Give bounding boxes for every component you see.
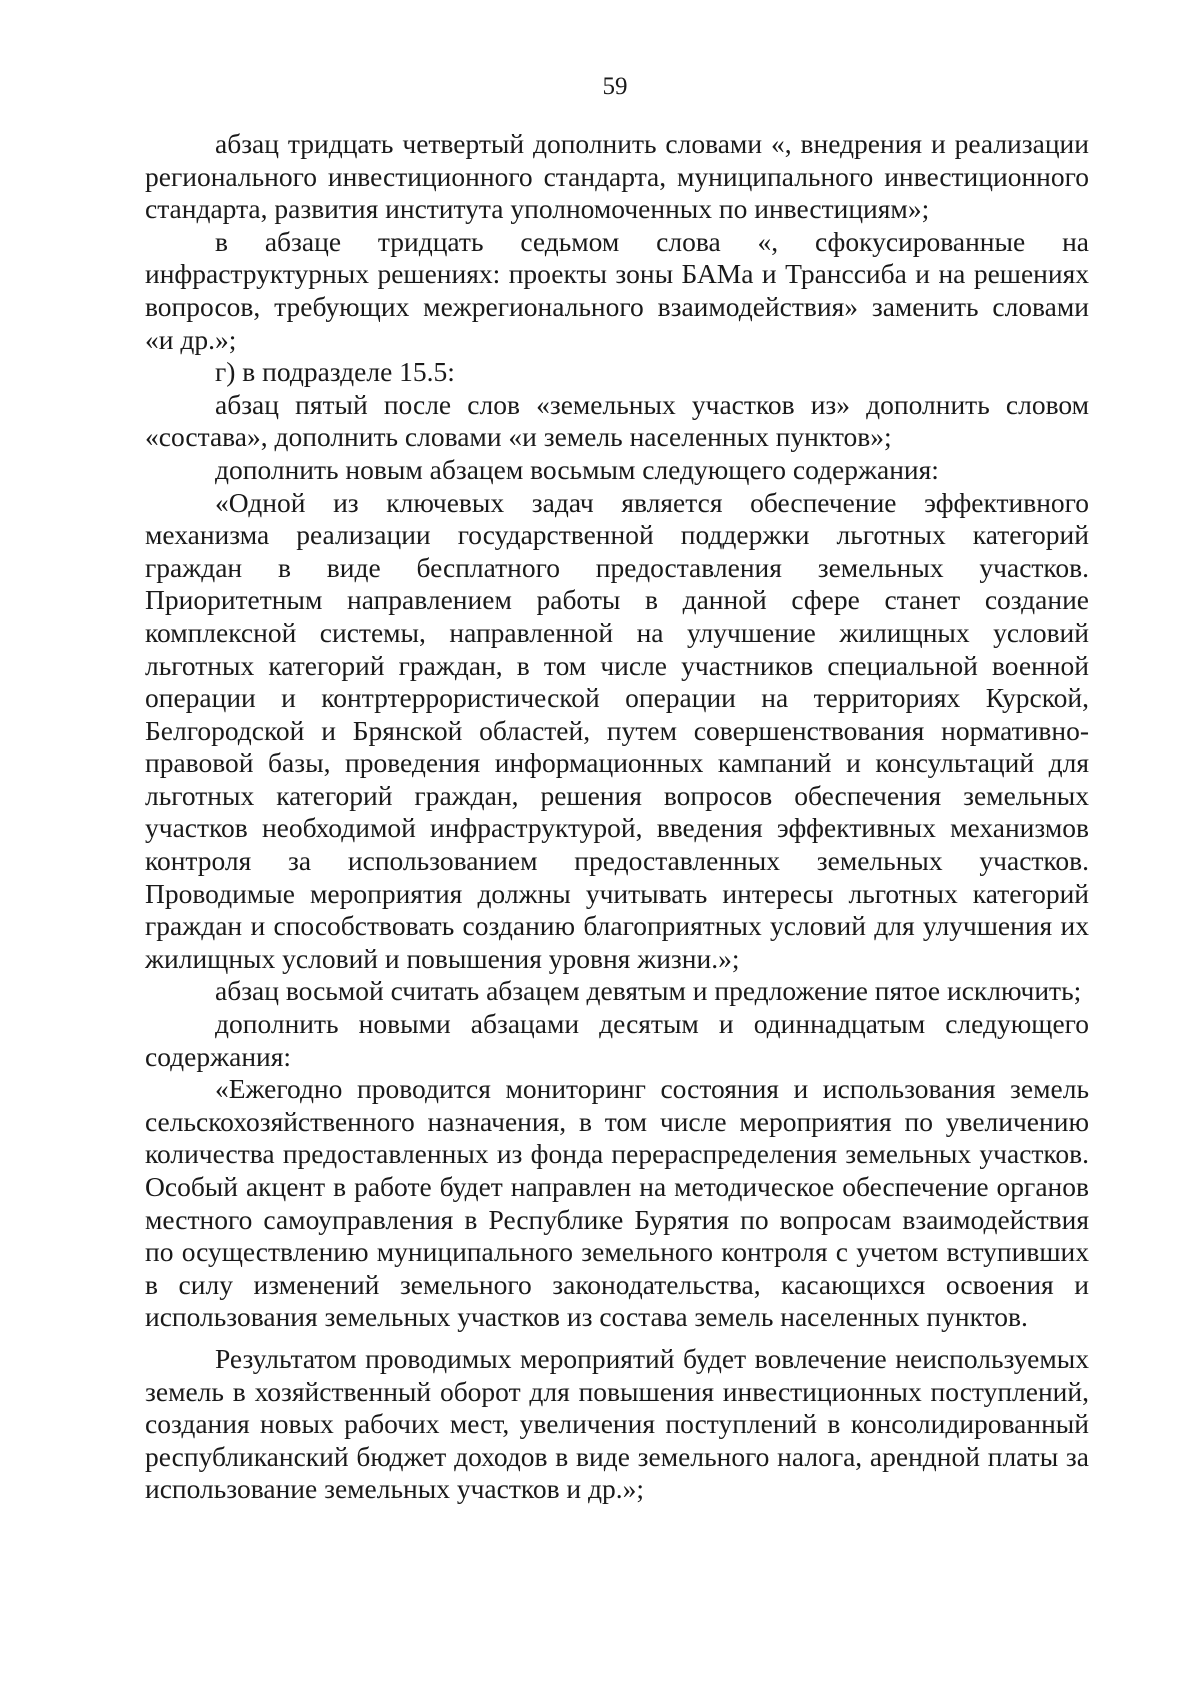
document-body xyxy=(145,128,1089,1506)
paragraph: абзац восьмой считать абзацем девятым и предложение пятое исключить; xyxy=(215,975,1082,1007)
paragraph: дополнить новыми абзацами десятым и одиннадцатым следующего содержания: xyxy=(145,1008,1089,1072)
paragraph: Результатом проводимых мероприятий будет вовлечение неиспользуемых земель в хозяйственный оборот для повышения инвестиционных поступлений, создания новых рабочих мест, увеличения поступлений в консолидированный республиканский бюджет доходов в виде земельного налога, арендной платы за использование земельных участков и др.»; xyxy=(145,1342,1089,1505)
paragraph: абзац пятый после слов «земельных участков из» дополнить словом «состава», дополнить словами «и земель населенных пунктов»; xyxy=(145,388,1089,453)
paragraph: «Одной из ключевых задач является обеспечение эффективного механизма реализации государственной поддержки льготных категорий граждан в виде бесплатного предоставления земельных участков. Приоритетным направлением работы в данной сфере станет создание комплексной системы, направленной на улучшение жилищных условий льготных категорий граждан, в том числе участников специальной военной операции и контртеррористической операции на территориях Курской, Белгородской и Брянской областей, путем совершенствования нормативно-правовой базы, проведения информационных кампаний и консультаций для льготных категорий граждан, решения вопросов обеспечения земельных участков необходимой инфраструктурой, введения эффективных механизмов контроля за использованием предоставленных земельных участков. Проводимые мероприятия должны учитывать интересы льготных категорий граждан и способствовать созданию благоприятных условий для улучшения их жилищных условий и повышения уровня жизни.»; xyxy=(145,486,1089,974)
page-number: 59 xyxy=(602,73,628,100)
paragraph: абзац тридцать четвертый дополнить словами «, внедрения и реализации регионального инвестиционного стандарта, муниципального инвестиционного стандарта, развития института уполномоченных по инвестициям»; xyxy=(145,128,1089,225)
paragraph: «Ежегодно проводится мониторинг состояния и использования земель сельскохозяйственного назначения, в том числе мероприятия по увеличению количества предоставленных из фонда перераспределения земельных участков. Особый акцент в работе будет направлен на методическое обеспечение органов местного самоуправления в Республике Бурятия по вопросам взаимодействия по осуществлению муниципального земельного контроля с учетом вступивших в силу изменений земельного законодательства, касающихся освоения и использования земельных участков из состава земель населенных пунктов. xyxy=(145,1073,1089,1333)
paragraph: в абзаце тридцать седьмом слова «, сфокусированные на инфраструктурных решениях: проекты зоны БАМа и Транссиба и на решениях вопросов, требующих межрегионального взаимодействия» заменить словами «и др.»; xyxy=(145,225,1089,355)
paragraph: г) в подразделе 15.5: xyxy=(215,356,455,388)
paragraph: дополнить новым абзацем восьмым следующего содержания: xyxy=(215,453,939,485)
